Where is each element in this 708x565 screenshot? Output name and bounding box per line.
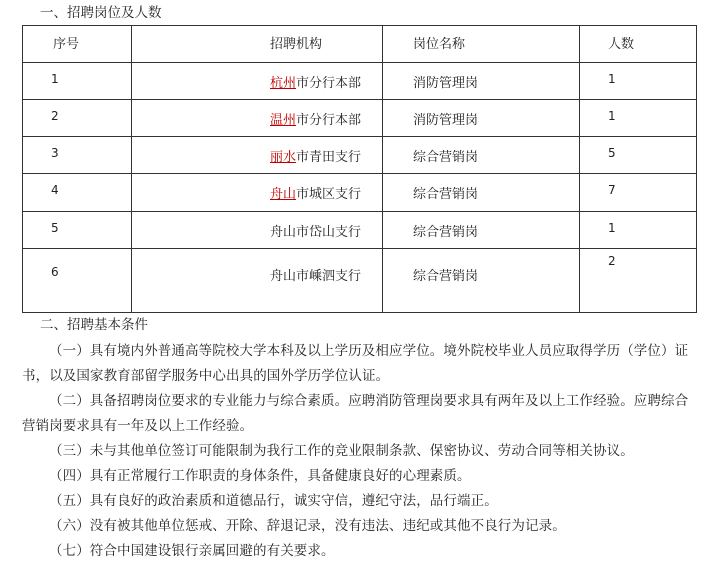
row-post: 综合营销岗 [413, 150, 479, 165]
condition-paragraph: （四）具有正常履行工作职责的身体条件，具备健康良好的心理素质。 [49, 468, 471, 484]
row-post: 综合营销岗 [413, 225, 479, 240]
condition-paragraph: （五）具有良好的政治素质和道德品行，诚实守信，遵纪守法，品行端正。 [49, 493, 498, 509]
header-post: 岗位名称 [383, 26, 580, 63]
row-number: 5 [51, 221, 59, 235]
row-number: 2 [51, 109, 59, 123]
row-organization: 杭州市分行本部 [270, 76, 362, 91]
row-organization: 舟山市嵊泗支行 [270, 269, 362, 284]
city-link[interactable]: 舟山 [270, 187, 297, 202]
row-count: 1 [608, 221, 616, 235]
row-post: 消防管理岗 [413, 76, 479, 91]
condition-paragraph: （七）符合中国建设银行亲属回避的有关要求。 [49, 543, 335, 559]
city-link[interactable]: 杭州 [270, 76, 297, 91]
row-count: 2 [608, 254, 616, 268]
city-link[interactable]: 丽水 [270, 150, 297, 165]
condition-paragraph: （二）具备招聘岗位要求的专业能力与综合素质。应聘消防管理岗要求具有两年及以上工作经验。应聘综合营销岗要求具有一年及以上工作经验。 [22, 393, 689, 434]
condition-paragraph: （一）具有境内外普通高等院校大学本科及以上学历及相应学位。境外院校毕业人员应取得学历（学位）证书，以及国家教育部留学服务中心出具的国外学历学位认证。 [22, 343, 689, 384]
row-number: 1 [51, 72, 59, 86]
row-post: 综合营销岗 [413, 187, 479, 202]
table-row [23, 137, 697, 174]
table-row [23, 212, 697, 249]
table-row [23, 174, 697, 212]
header-serial: 序号 [23, 26, 132, 63]
section-title-positions: 一、招聘岗位及人数 [40, 5, 162, 21]
row-post: 综合营销岗 [413, 269, 479, 284]
row-count: 1 [608, 72, 616, 86]
section-title-requirements: 二、招聘基本条件 [40, 317, 148, 333]
row-organization: 丽水市青田支行 [270, 150, 362, 165]
header-count: 人数 [580, 26, 697, 63]
table-row [23, 63, 697, 100]
row-number: 4 [51, 183, 59, 197]
row-number: 3 [51, 146, 59, 160]
condition-paragraph: （六）没有被其他单位惩戒、开除、辞退记录，没有违法、违纪或其他不良行为记录。 [49, 518, 566, 534]
row-organization: 舟山市城区支行 [270, 187, 362, 202]
table-header-row [23, 26, 697, 63]
row-count: 5 [608, 146, 616, 160]
row-number: 6 [51, 265, 59, 279]
row-organization: 温州市分行本部 [270, 113, 362, 128]
row-organization: 舟山市岱山支行 [270, 225, 362, 240]
header-organization: 招聘机构 [132, 26, 383, 63]
table-row [23, 100, 697, 137]
row-count: 7 [608, 183, 616, 197]
positions-table [22, 25, 697, 313]
condition-paragraph: （三）未与其他单位签订可能限制为我行工作的竞业限制条款、保密协议、劳动合同等相关协议。 [49, 443, 634, 459]
table-row [23, 249, 697, 313]
city-link[interactable]: 温州 [270, 113, 297, 128]
row-post: 消防管理岗 [413, 113, 479, 128]
row-count: 1 [608, 109, 616, 123]
